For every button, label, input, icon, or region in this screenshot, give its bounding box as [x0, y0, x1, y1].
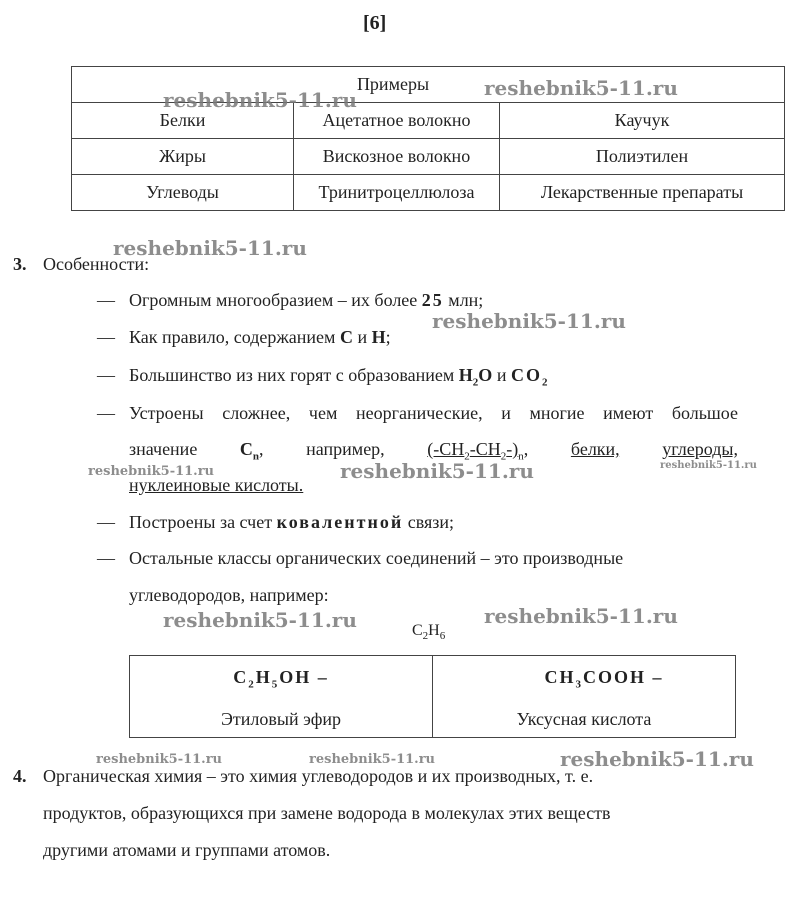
subscript: 2 [422, 630, 429, 643]
subscript: 2 [464, 450, 470, 463]
text-bold: H [371, 327, 386, 347]
watermark: reshebnik5-11.ru [484, 76, 678, 100]
examples-header: Примеры [72, 67, 785, 103]
text: C [412, 622, 423, 639]
text: связи; [403, 512, 454, 532]
subscript: 2 [248, 678, 256, 691]
subscript: 2 [541, 376, 548, 389]
text: H [428, 622, 440, 639]
text: CH [544, 667, 576, 687]
ethanol-formula [131, 660, 431, 702]
text: значение [129, 439, 198, 459]
text: -CH [469, 439, 501, 459]
list-bullet: — [97, 290, 115, 310]
ethane-formula [412, 622, 445, 642]
text-bold: H [458, 365, 473, 385]
text: Большинство из них горят с образованием [129, 365, 459, 385]
watermark: reshebnik5-11.ru [484, 604, 678, 628]
text-bold: O [478, 365, 493, 385]
watermark: reshebnik5-11.ru [560, 747, 754, 771]
table-row [72, 175, 785, 211]
section-3-number: 3. [13, 254, 27, 274]
table-cell: Полиэтилен [500, 139, 785, 175]
paragraph-line: другими атомами и группами атомов. [43, 840, 331, 860]
section-3-title: Особенности: [43, 254, 150, 274]
subscript: 6 [439, 630, 446, 643]
table-row [130, 656, 736, 738]
watermark: reshebnik5-11.ru [340, 459, 534, 483]
list-bullet: — [97, 327, 115, 347]
table-cell [433, 656, 736, 738]
list-item-line: Устроены сложнее, чем неорганические, и многие имеют большое [129, 403, 738, 423]
watermark: reshebnik5-11.ru [309, 752, 436, 767]
list-bullet: — [97, 548, 115, 568]
subscript: 5 [271, 678, 280, 691]
ethanol-name: Этиловый эфир [220, 708, 341, 729]
list-item [129, 327, 391, 348]
text: Построены за счет [129, 512, 277, 532]
list-bullet: — [97, 512, 115, 532]
text-bold: 25 [421, 290, 444, 310]
page-number: [6] [363, 12, 387, 34]
table-cell: Белки [72, 103, 294, 139]
list-item [129, 365, 547, 389]
text: и [352, 327, 372, 347]
paragraph-line: продуктов, образующихся при замене водорода в молекулах этих веществ [43, 803, 611, 823]
text: C [233, 667, 249, 687]
text: белки, [570, 439, 620, 459]
text: , [523, 439, 529, 459]
text: и [492, 365, 511, 385]
text: -) [506, 439, 519, 459]
text-bold: CO [510, 365, 542, 385]
section-4-number: 4. [13, 766, 27, 786]
table-cell: Углеводы [72, 175, 294, 211]
table-cell: Вискозное волокно [294, 139, 500, 175]
watermark: reshebnik5-11.ru [163, 608, 357, 632]
paragraph-line: Органическая химия – это химия углеводородов и их производных, т. е. [43, 766, 594, 786]
text: например, [306, 439, 385, 459]
table-cell: Тринитроцеллюлоза [294, 175, 500, 211]
text-bold: C [239, 439, 253, 459]
text: H [255, 667, 272, 687]
text-bold: C [339, 327, 353, 347]
list-item-line: углеводородов, например: [129, 585, 329, 605]
table-cell: Каучук [500, 103, 785, 139]
watermark: reshebnik5-11.ru [432, 309, 626, 333]
text-bold: ковалентной [276, 512, 404, 532]
list-item [129, 512, 454, 533]
text: COOH – [582, 667, 664, 687]
text [240, 439, 264, 463]
text: OH – [279, 667, 329, 687]
list-bullet: — [97, 403, 115, 423]
table-cell [130, 656, 433, 738]
list-item-line: нуклеиновые кислоты. [129, 475, 304, 495]
text: (-CH [427, 439, 465, 459]
text: , [259, 439, 264, 459]
list-item-line: Остальные классы органических соединений – это производные [129, 548, 624, 568]
subscript: n [518, 450, 524, 463]
watermark: reshebnik5-11.ru [113, 236, 307, 260]
text: Как правило, содержанием [129, 327, 340, 347]
watermark: reshebnik5-11.ru [163, 88, 357, 112]
list-bullet: — [97, 365, 115, 385]
subscript: 2 [472, 376, 479, 389]
subscript: 2 [500, 450, 507, 463]
subscript: 3 [575, 678, 583, 691]
table-row [72, 139, 785, 175]
acetic-acid-name: Уксусная кислота [516, 708, 652, 729]
watermark: reshebnik5-11.ru [88, 464, 215, 479]
watermark: reshebnik5-11.ru [660, 460, 757, 471]
text: ; [385, 327, 391, 347]
list-item [129, 290, 483, 311]
derivatives-table [129, 655, 736, 738]
table-cell: Ацетатное волокно [294, 103, 500, 139]
acetic-acid-formula [434, 660, 734, 702]
subscript: n [252, 450, 260, 463]
text: млн; [443, 290, 484, 310]
table-cell: Лекарственные препараты [500, 175, 785, 211]
text: Огромным многообразием – их более [129, 290, 422, 310]
table-cell: Жиры [72, 139, 294, 175]
text: углероды, [662, 439, 738, 459]
watermark: reshebnik5-11.ru [96, 752, 223, 767]
